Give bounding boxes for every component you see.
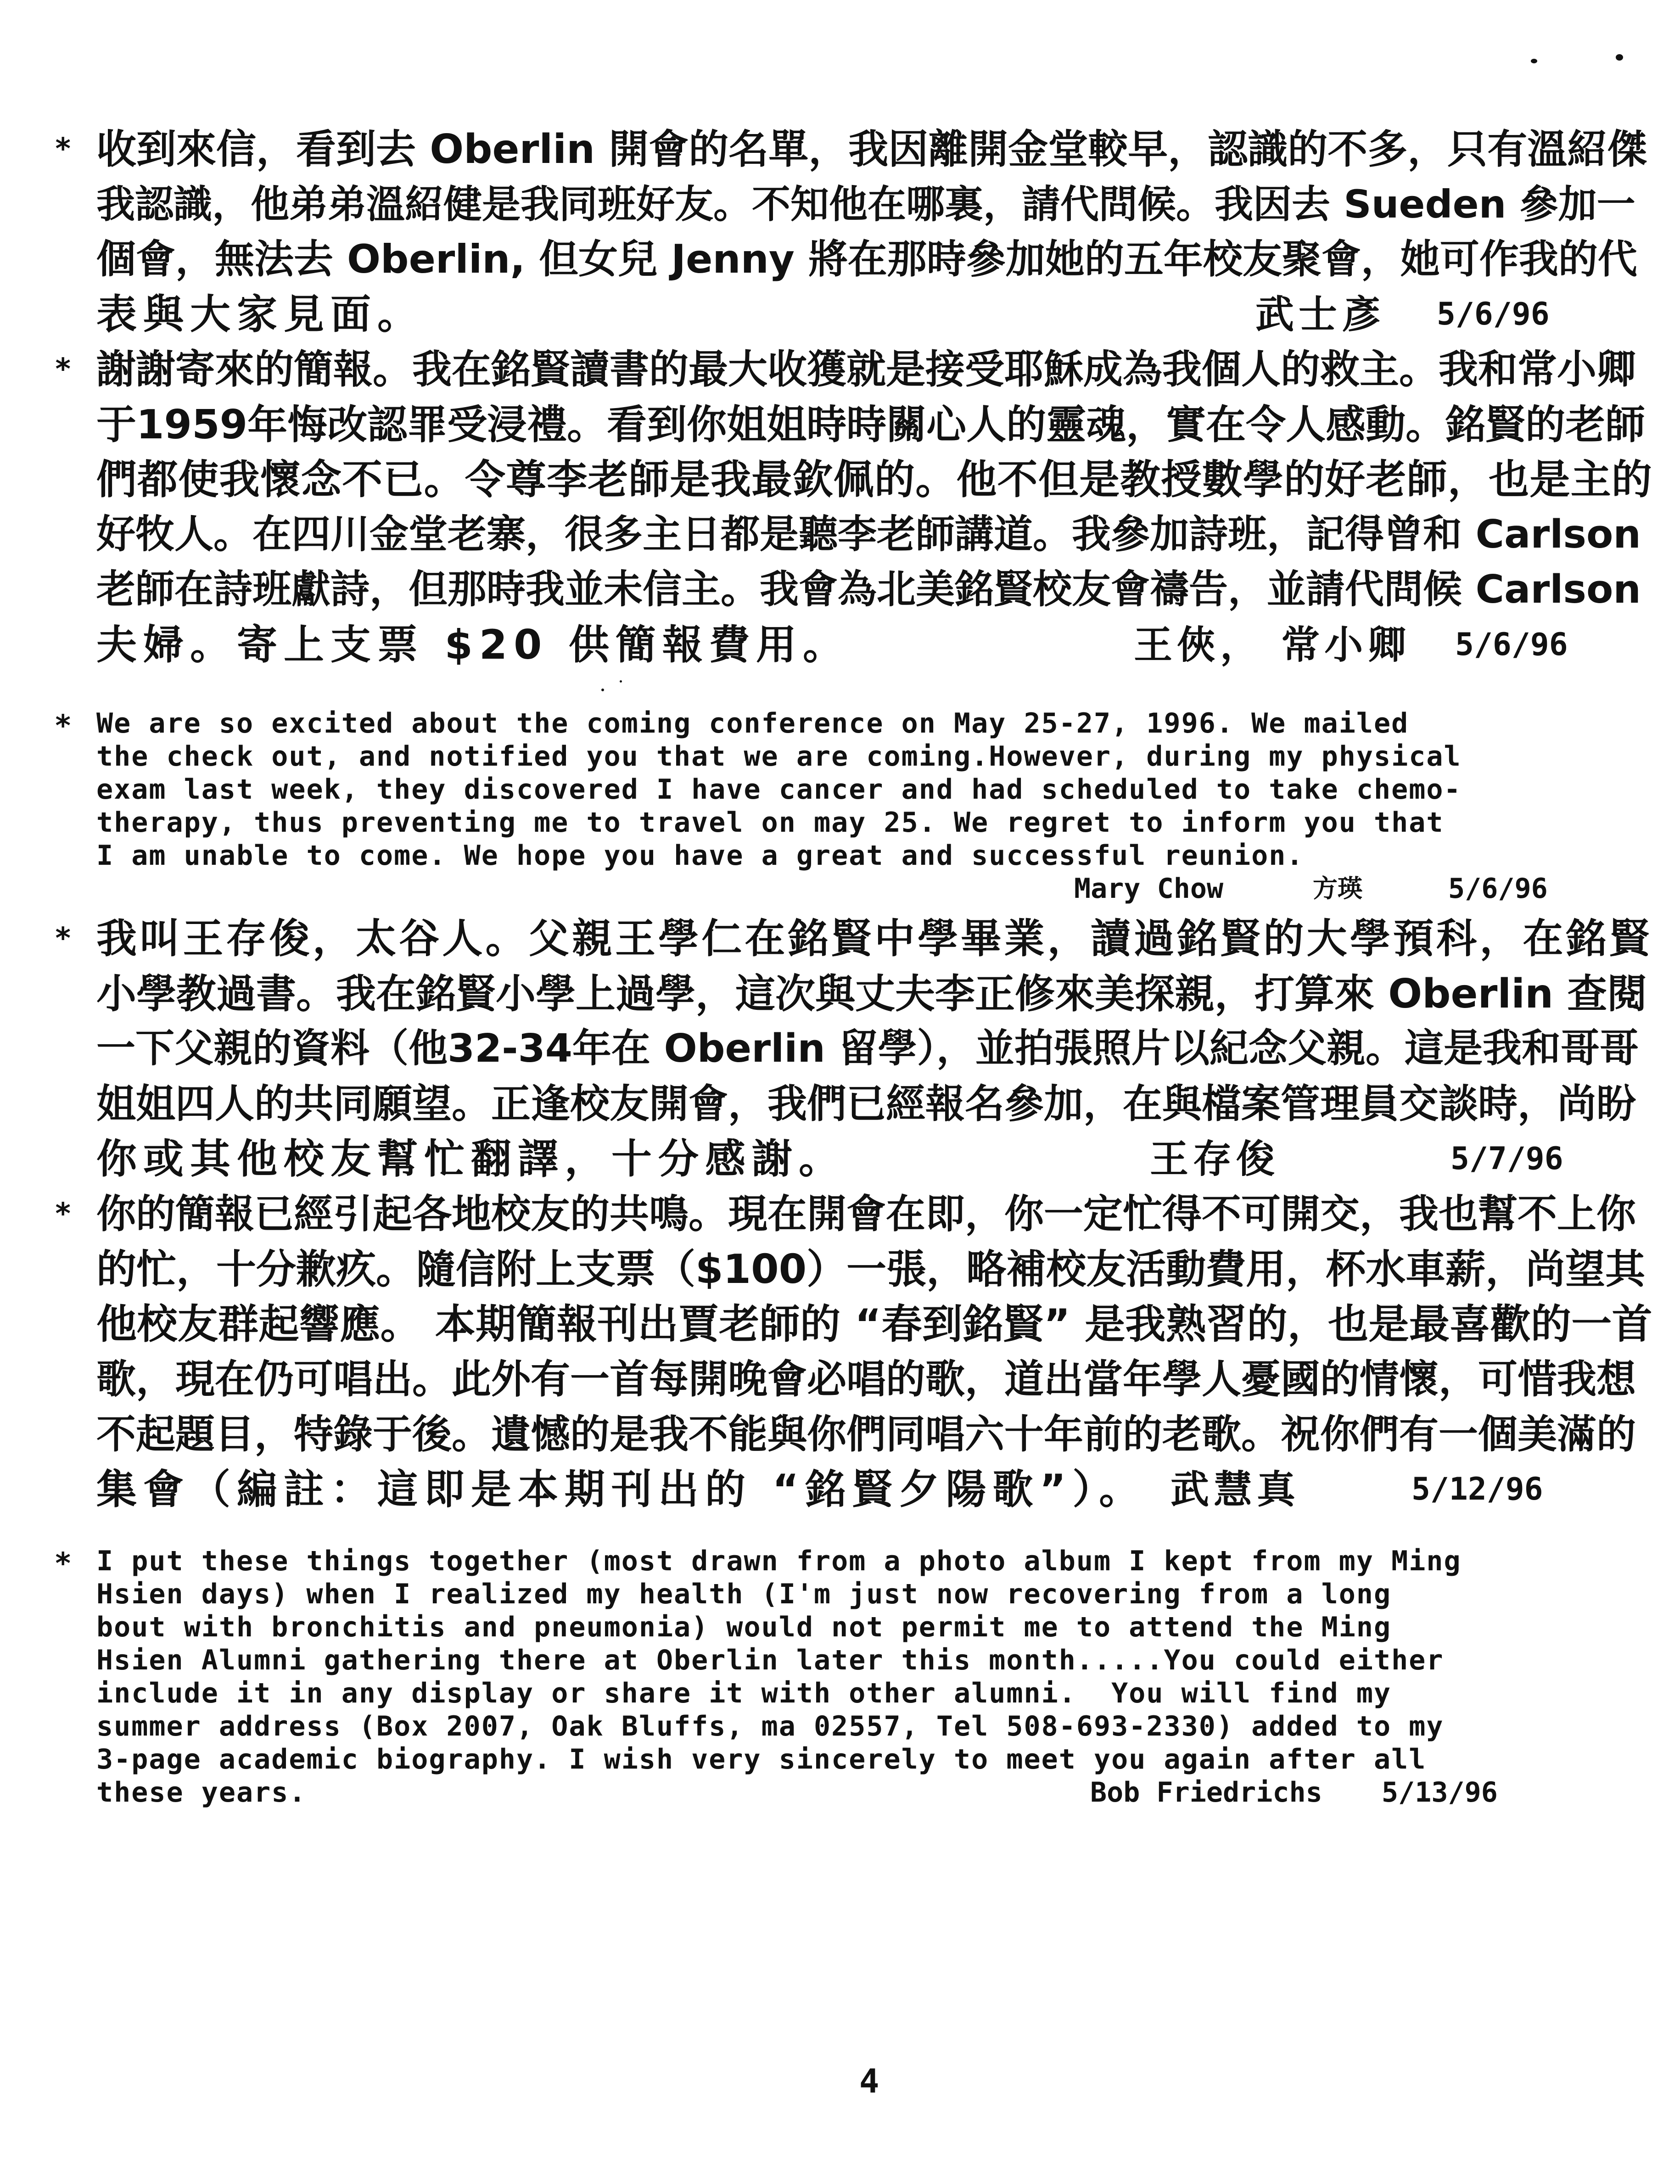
letter-line: 姐姐四人的共同願望。正逢校友開會，我們已經報名參加，在與檔案管理員交談時，尚盼 (96, 1081, 1636, 1127)
letter-line: 3-page academic biography. I wish very sincerely to meet you again after all (96, 1743, 1427, 1775)
letter-line: Hsien Alumni gathering there at Oberlin later this month.....You could either (96, 1644, 1444, 1676)
letter-line: 歌，現在仍可唱出。此外有一首每開晚會必唱的歌，道出當年學人憂國的情懷，可惜我想 (96, 1356, 1636, 1402)
letter-line: 小學教過書。我在銘賢小學上過學，這次與丈夫李正修來美探親，打算來 Oberlin 查閱 (96, 970, 1647, 1017)
letter-line: 謝謝寄來的簡報。我在銘賢讀書的最大收獲就是接受耶穌成為我個人的救主。我和常小卿 (96, 347, 1636, 392)
letter-line: We are so excited about the coming conference on May 25-27, 1996. We mailed (96, 707, 1409, 739)
letter-line: 老師在詩班獻詩，但那時我並未信主。我會為北美銘賢校友會禱告，並請代問候 Carlson (96, 567, 1641, 612)
letter-line: 一下父親的資料（他32-34年在 Oberlin 留學），並拍張照片以紀念父親。這是我和哥哥 (96, 1026, 1639, 1071)
letter-date: 5/6/96 (1437, 296, 1550, 332)
bullet-asterisk: * (54, 709, 72, 743)
letter-line: 他校友群起響應。 本期簡報刊出賈老師的 “春到銘賢” 是我熟習的，也是最喜歡的一首 (96, 1300, 1652, 1348)
scan-speck (1616, 54, 1623, 61)
letter-line: 個會，無法去 Oberlin, 但女兒 Jenny 將在那時參加她的五年校友聚會，她可作我的代 (96, 236, 1637, 282)
letter-signature-chinese: 方瑛 (1313, 874, 1362, 903)
letter-line: 我認識，他弟弟溫紹健是我同班好友。不知他在哪裏，請代問候。我因去 Sueden 參加一 (96, 182, 1635, 227)
scan-speck (601, 689, 604, 691)
letter-line: these years. (96, 1776, 307, 1809)
letter-line: bout with bronchitis and pneumonia) would not permit me to attend the Ming (96, 1611, 1392, 1643)
letter-line: I am unable to come. We hope you have a great and successful reunion. (96, 840, 1304, 872)
letter-signature: 武士彥 (1255, 292, 1385, 337)
letter-line: 的忙，十分歉疚。隨信附上支票（$100）一張，略補校友活動費用，杯水車薪，尚望其 (96, 1246, 1646, 1293)
scan-speck (1531, 59, 1537, 63)
letter-line: therapy, thus preventing me to travel on may 25. We regret to inform you that (96, 806, 1444, 839)
letter-line: 你或其他校友幫忙翻譯，十分感謝。 (96, 1135, 846, 1182)
letter-line: exam last week, they discovered I have cancer and had scheduled to take chemo- (96, 773, 1462, 806)
scan-speck (620, 680, 622, 683)
letter-line: 收到來信，看到去 Oberlin 開會的名單，我因離開金堂較早，認識的不多，只有溫紹傑 (96, 126, 1647, 173)
letter-line: 于1959年悔改認罪受浸禮。看到你姐姐時時關心人的靈魂，實在令人感動。銘賢的老師 (96, 401, 1646, 448)
bullet-asterisk: * (54, 132, 72, 166)
letter-date: 5/12/96 (1411, 1471, 1543, 1507)
letter-signature: Bob Friedrichs (1090, 1776, 1322, 1809)
bullet-asterisk: * (54, 1547, 72, 1581)
letter-line: include it in any display or share it with other alumni. You will find my (96, 1677, 1392, 1709)
letter-signature: 王俠， 常小卿 (1134, 622, 1411, 667)
letter-line: 夫婦。寄上支票 $20 供簡報費用。 (96, 621, 850, 668)
letter-line: 們都使我懷念不已。令尊李老師是我最欽佩的。他不但是教授數學的好老師，也是主的 (96, 456, 1652, 503)
letter-line: Hsien days) when I realized my health (I'm just now recovering from a long (96, 1578, 1392, 1610)
letter-signature: 武慧真 (1170, 1467, 1300, 1512)
letter-signature: 王存俊 (1150, 1137, 1280, 1182)
bullet-asterisk: * (54, 1197, 72, 1231)
letter-date: 5/6/96 (1455, 627, 1568, 663)
letter-date: 5/6/96 (1448, 873, 1548, 905)
bullet-asterisk: * (54, 922, 72, 956)
letter-line: 不起題目，特錄于後。遺憾的是我不能與你們同唱六十年前的老歌。祝你們有一個美滿的 (96, 1411, 1636, 1457)
letter-date: 5/7/96 (1450, 1141, 1563, 1177)
letter-line: 你的簡報已經引起各地校友的共鳴。現在開會在即，你一定忙得不可開交，我也幫不上你 (96, 1191, 1636, 1237)
letter-line: I put these things together (most drawn from a photo album I kept from my Ming (96, 1545, 1462, 1577)
letter-line: 表與大家見面。 (96, 291, 425, 338)
letter-line: 集會（編註：這即是本期刊出的 “銘賢夕陽歌”）。 (96, 1466, 1146, 1513)
letter-line: 我叫王存俊，太谷人。父親王學仁在銘賢中學畢業，讀過銘賢的大學預科，在銘賢 (96, 915, 1652, 962)
letter-line: the check out, and notified you that we are coming.However, during my physical (96, 740, 1462, 773)
letter-signature: Mary Chow (1074, 873, 1224, 905)
letter-date: 5/13/96 (1382, 1776, 1498, 1809)
bullet-asterisk: * (54, 353, 72, 386)
page-number: 4 (859, 2062, 879, 2100)
letter-line: 好牧人。在四川金堂老寨，很多主日都是聽李老師講道。我參加詩班，記得曾和 Carlson (96, 512, 1641, 557)
letter-line: summer address (Box 2007, Oak Bluffs, ma 02557, Tel 508-693-2330) added to my (96, 1710, 1444, 1742)
